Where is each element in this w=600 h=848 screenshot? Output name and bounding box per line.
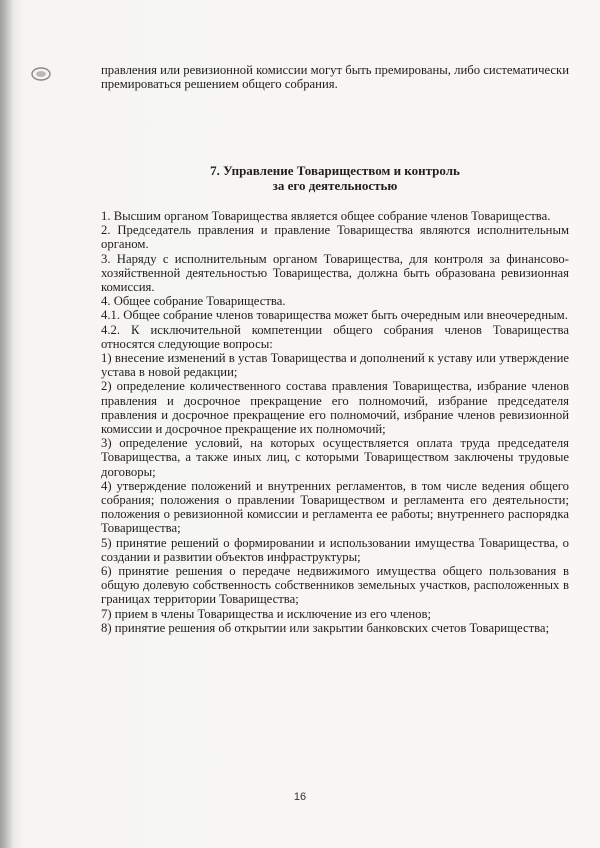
list-item: 6) принятие решения о передаче недвижимого имущества общего пользования в общую долевую собственность собственников земельных участков, расположенных в границах территории Товарищества; [101, 564, 569, 607]
paragraph: 3. Наряду с исполнительным органом Товарищества, для контроля за финансово-хозяйственной деятельностью Товарищества, должна быть образована ревизионная комиссия. [101, 251, 569, 295]
paragraph: 1. Высшим органом Товарищества является общее собрание членов Товарищества. [101, 209, 551, 223]
paragraph: 2. Председатель правления и правление Товарищества являются исполнительным органом. [101, 223, 569, 252]
list-item: 7) прием в члены Товарищества и исключение из его членов; [101, 606, 432, 621]
list-item: 2) определение количественного состава правления Товарищества, избрание членов правления и досрочное прекращение его полномочий, избрание председателя правления и досрочное прекращение его полномочий, избрание членов ревизионной комиссии и досрочное прекращение их полномочий; [101, 379, 569, 437]
binder-hole-icon [30, 66, 52, 82]
section-title-line-2: за его деятельностью [272, 178, 398, 193]
list-item: 4) утверждение положений и внутренних регламентов, в том числе ведения общего собрания; положения о правлении Товариществом и регламента его деятельности; положения о ревизионной комиссии и регламента ее работы; внутреннего распорядка Товарищества; [101, 478, 569, 536]
paragraph: 4.2. К исключительной компетенции общего собрания членов Товарищества относятся следующие вопросы: [101, 322, 569, 351]
paragraph: 4.1. Общее собрание членов товарищества может быть очередным или внеочередным. [101, 308, 568, 323]
section-heading [101, 163, 569, 193]
binding-shadow [0, 0, 14, 848]
list-item: 8) принятие решения об открытии или закрытии банковских счетов Товарищества; [101, 620, 550, 635]
page-number: 16 [293, 791, 307, 803]
list-item: 5) принятие решений о формировании и использовании имущества Товарищества, о создании и развитии объектов инфраструктуры; [101, 535, 569, 564]
intro-paragraph: правления или ревизионной комиссии могут быть премированы, либо систематически премироваться решением общего собрания. [101, 63, 569, 92]
list-item: 3) определение условий, на которых осуществляется оплата труда председателя Товарищества, а также иных лиц, с которыми Товариществом заключены трудовые договоры; [101, 436, 569, 479]
paragraph: 4. Общее собрание Товарищества. [101, 294, 286, 309]
section-body [101, 209, 569, 635]
intro-block [101, 63, 569, 91]
section-title-line-1: 7. Управление Товариществом и контроль [210, 163, 460, 178]
list-item: 1) внесение изменений в устав Товарищества и дополнений к уставу или утверждение устава в новой редакции; [101, 351, 569, 380]
